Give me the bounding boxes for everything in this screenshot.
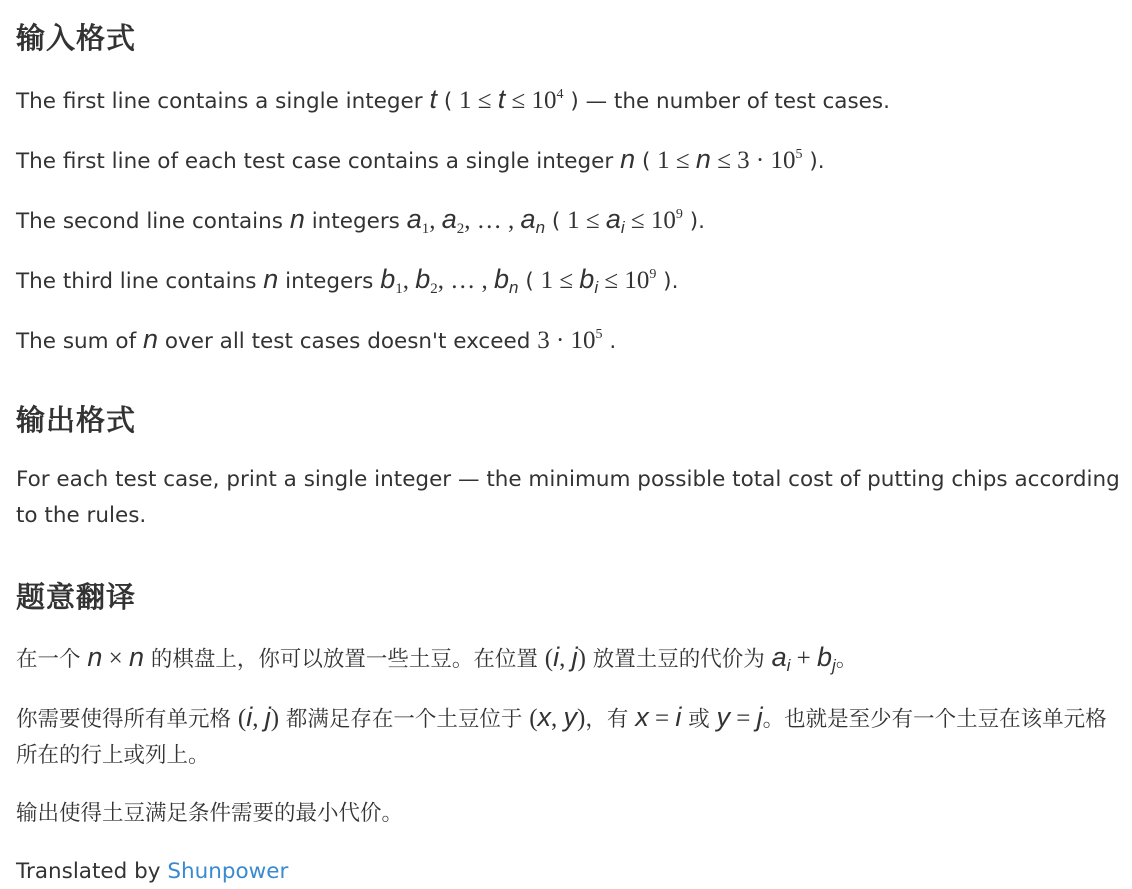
translation-paragraph-3: 输出使得土豆满足条件需要的最小代价。	[16, 801, 404, 826]
output-description: For each test case, print a single integer — the minimum possible total cost of putting chips according to the rules.	[16, 467, 1120, 528]
translated-by-line	[16, 855, 288, 889]
input-line-5: The sum of n over all test cases doesn't exceed $3 \cdot 10^5$ .	[16, 324, 617, 354]
translation-paragraph-2: 你需要使得所有单元格 (i, j) 都满足存在一个土豆位于 (x, y)，有 x = i 或 y = j。也就是至少有一个土豆在该单元格所在的行上或列上。	[16, 702, 1107, 768]
translation-paragraph-1: 在一个 n × n 的棋盘上，你可以放置一些土豆。在位置 (i, j) 放置土豆的代价为 $a_i + b_j$。	[16, 642, 858, 675]
input-line-4: The third line contains n integers $b_1$, $b_2$, … , $b_n$ ( $1 \le b_i \le 10^9$ ).	[16, 264, 679, 297]
input-line-1: The first line contains a single integer t ( $1 \le t \le 10^4$ ) — the number of test cases.	[16, 84, 890, 114]
translator-link[interactable]: Shunpower	[167, 859, 289, 884]
input-line-3: The second line contains n integers $a_1$, $a_2$, … , $a_n$ ( $1 \le a_i \le 10^9$ ).	[16, 204, 705, 237]
translated-by-label: Translated by	[16, 859, 161, 884]
input-line-2: The first line of each test case contains a single integer n ( $1 \le n \le 3 \cdot 10^5$ ).	[16, 144, 825, 174]
output-format-heading: 输出格式	[16, 403, 137, 437]
translation-heading: 题意翻译	[16, 580, 137, 614]
input-format-heading: 输入格式	[16, 21, 137, 55]
